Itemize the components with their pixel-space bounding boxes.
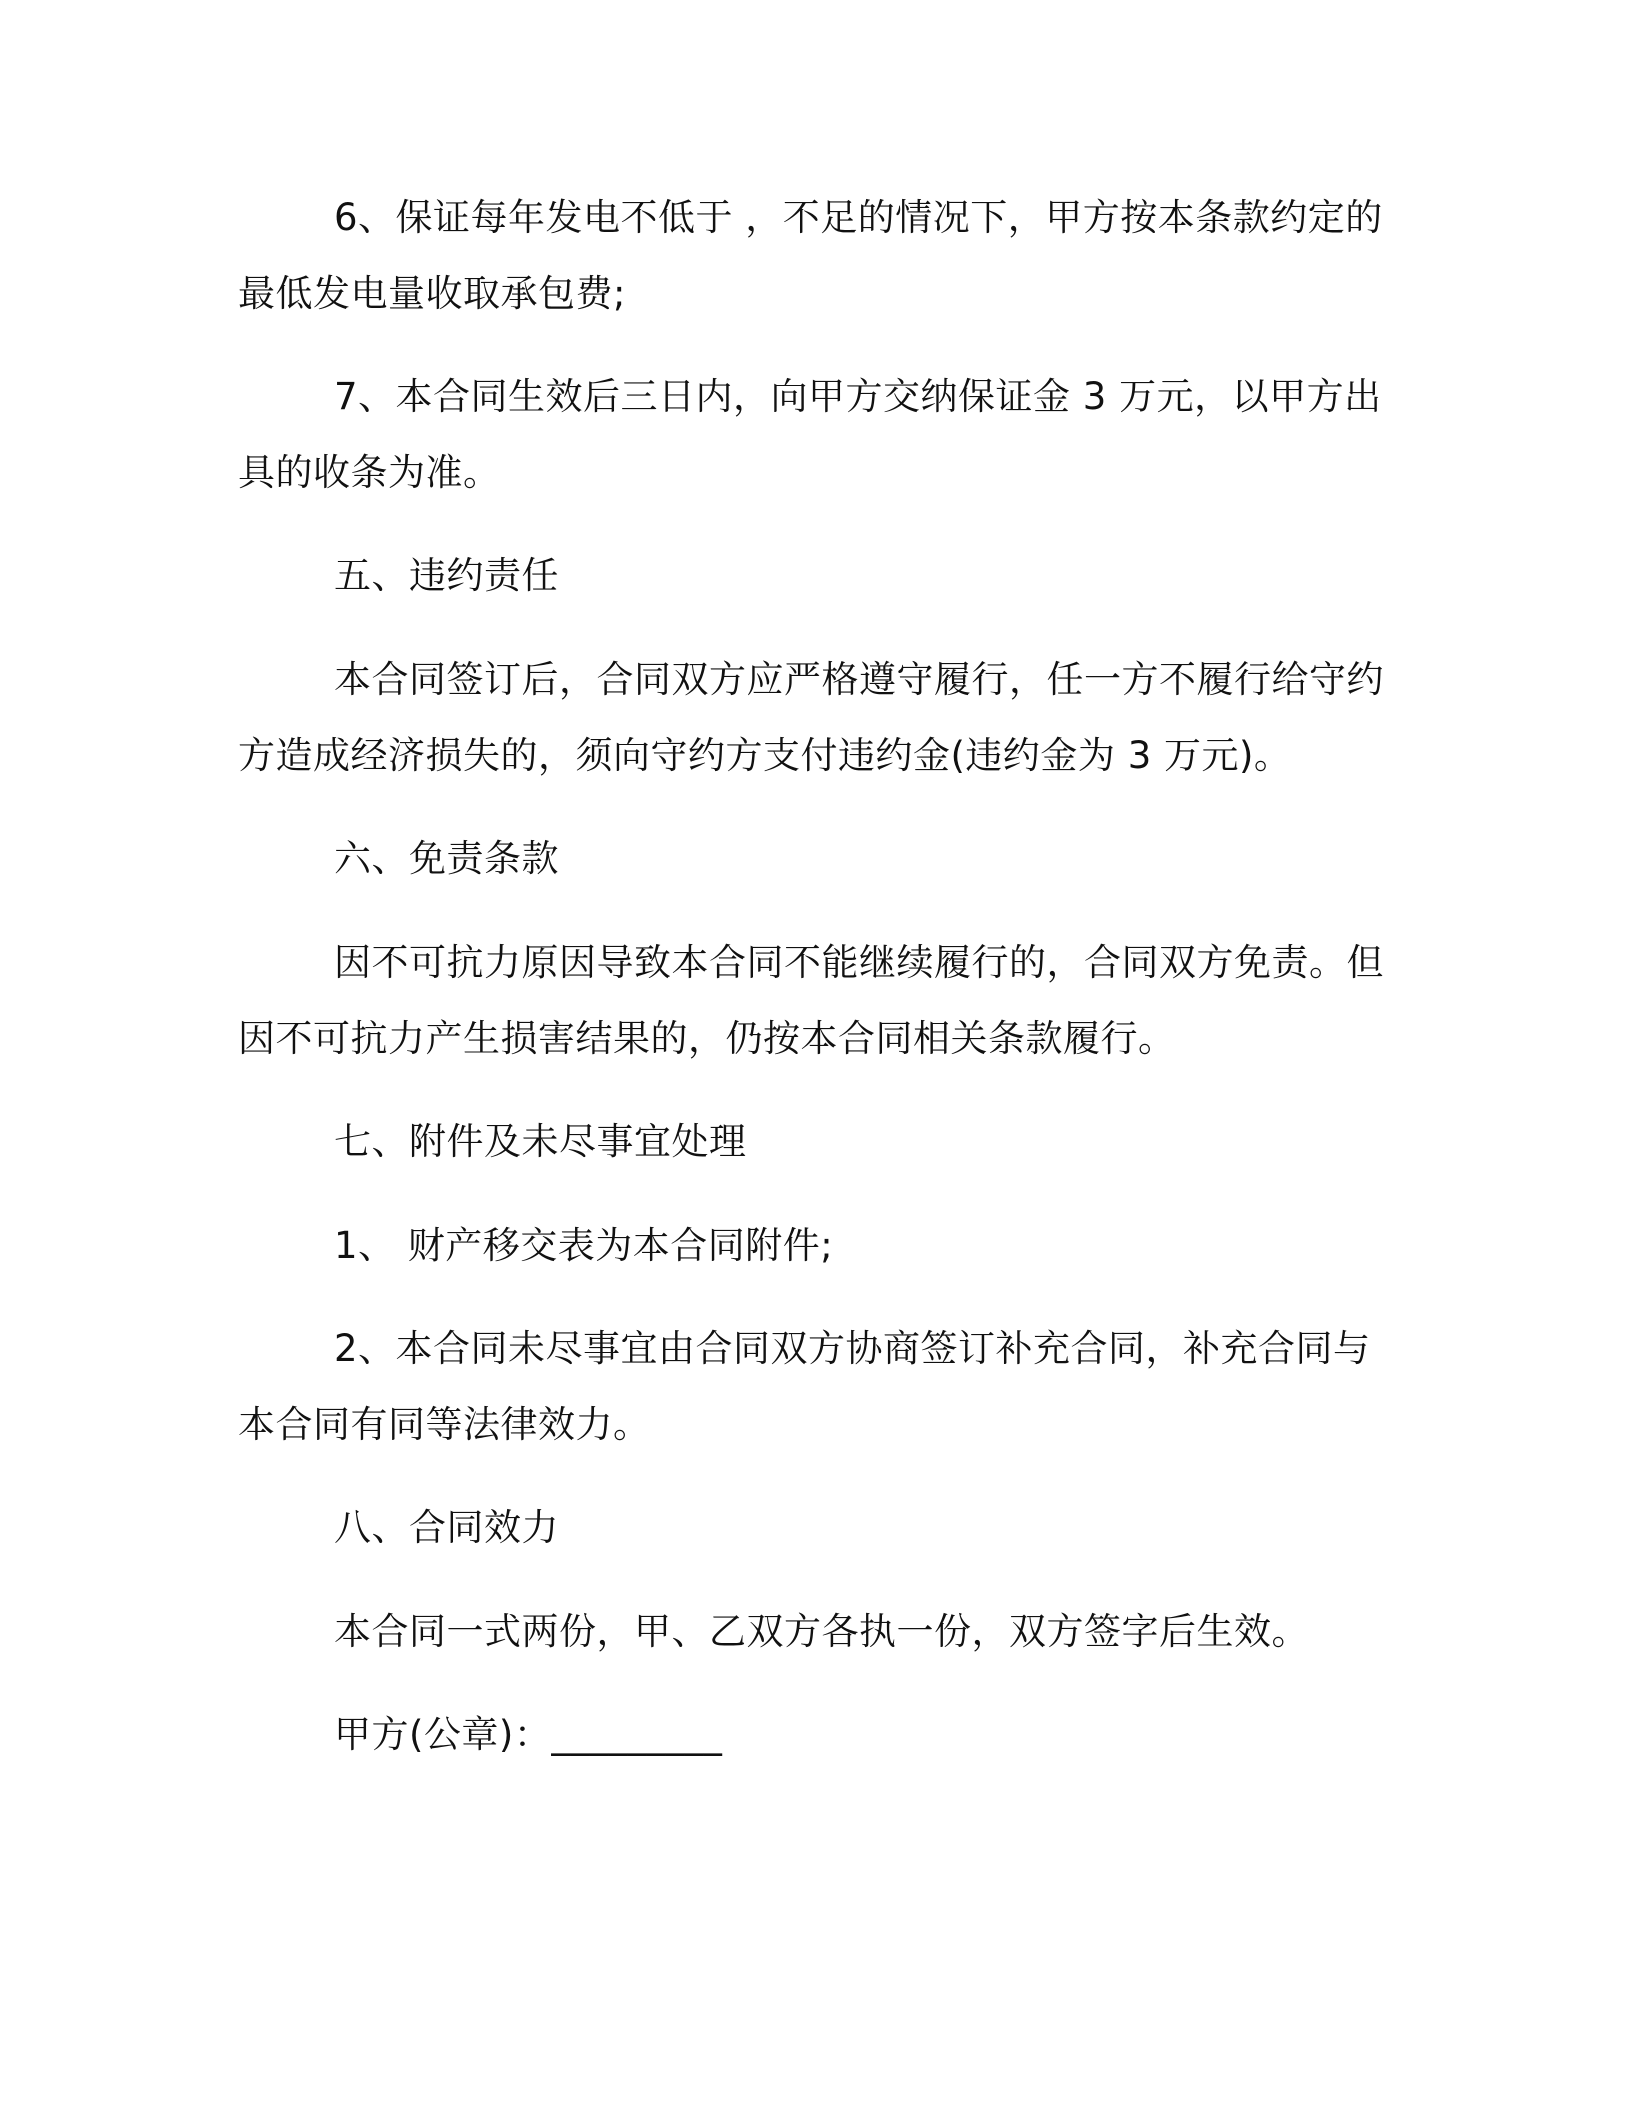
clause-6-line-2: 最低发电量收取承包费; — [238, 272, 626, 315]
section-heading-attachments: 七、附件及未尽事宜处理 — [334, 1120, 747, 1163]
section-heading-validity: 八、合同效力 — [334, 1506, 559, 1549]
clause-7-line-2: 具的收条为准。 — [238, 451, 501, 494]
section-heading-liability: 五、违约责任 — [334, 554, 559, 597]
section-heading-exemption: 六、免责条款 — [334, 837, 559, 880]
clause-6-line-1: 6、保证每年发电不低于 ，不足的情况下，甲方按本条款约定的 — [334, 196, 1383, 239]
attachment-item-2-line-1: 2、本合同未尽事宜由合同双方协商签订补充合同，补充合同与 — [334, 1327, 1371, 1370]
attachment-item-2-line-2: 本合同有同等法律效力。 — [238, 1403, 651, 1446]
clause-7-line-1: 7、本合同生效后三日内，向甲方交纳保证金 3 万元，以甲方出 — [334, 375, 1382, 418]
exemption-line-1: 因不可抗力原因导致本合同不能继续履行的，合同双方免责。但 — [334, 941, 1384, 984]
liability-line-1: 本合同签订后，合同双方应严格遵守履行，任一方不履行给守约 — [334, 658, 1384, 701]
liability-line-2: 方造成经济损失的，须向守约方支付违约金(违约金为 3 万元)。 — [238, 734, 1292, 777]
exemption-line-2: 因不可抗力产生损害结果的，仍按本合同相关条款履行。 — [238, 1017, 1176, 1060]
attachment-item-1: 1、 财产移交表为本合同附件; — [334, 1224, 834, 1267]
validity-text: 本合同一式两份，甲、乙双方各执一份，双方签字后生效。 — [334, 1610, 1309, 1653]
party-a-signature-line: 甲方(公章)：_________ — [334, 1713, 723, 1756]
